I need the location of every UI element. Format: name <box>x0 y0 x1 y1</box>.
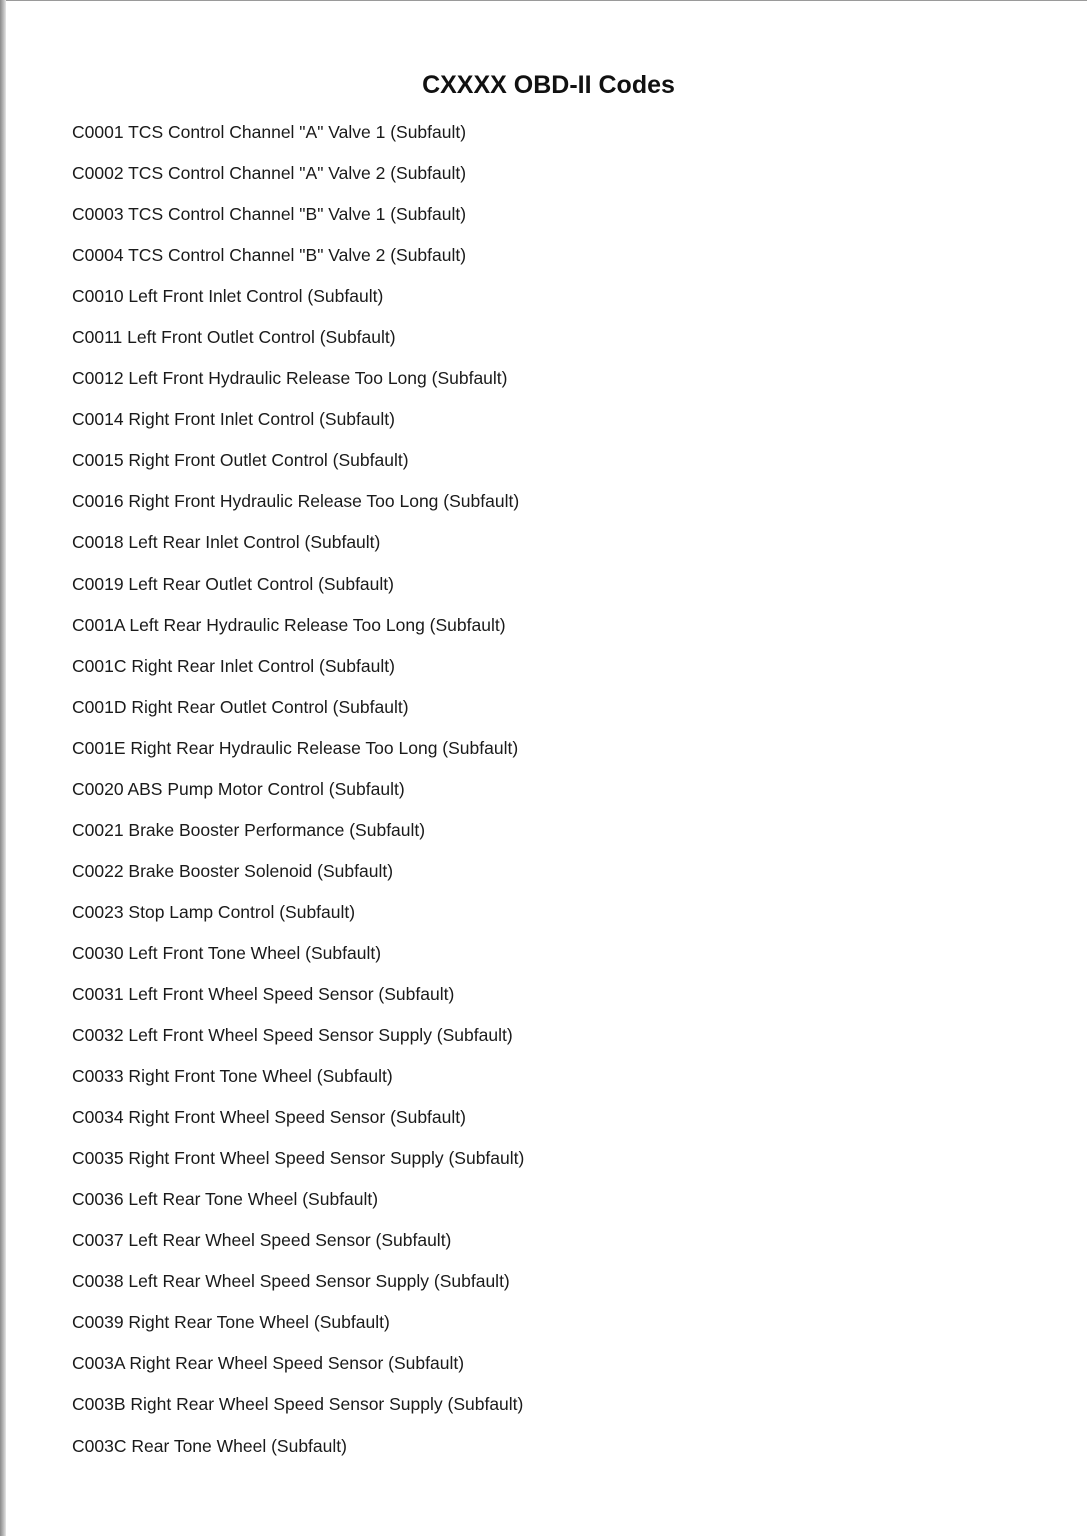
code-item: C0002 TCS Control Channel "A" Valve 2 (Subfault) <box>72 163 467 184</box>
code-item: C0036 Left Rear Tone Wheel (Subfault) <box>72 1189 379 1210</box>
code-item: C0010 Left Front Inlet Control (Subfault) <box>72 286 384 307</box>
code-item: C0003 TCS Control Channel "B" Valve 1 (Subfault) <box>72 204 467 225</box>
code-item: C0033 Right Front Tone Wheel (Subfault) <box>72 1066 393 1087</box>
page-left-edge <box>0 0 6 1536</box>
code-item: C0038 Left Rear Wheel Speed Sensor Supply (Subfault) <box>72 1271 510 1292</box>
code-list <box>72 117 524 1472</box>
code-item: C0039 Right Rear Tone Wheel (Subfault) <box>72 1312 390 1333</box>
code-item: C001C Right Rear Inlet Control (Subfault) <box>72 655 395 676</box>
code-item: C0030 Left Front Tone Wheel (Subfault) <box>72 942 382 963</box>
code-item: C0011 Left Front Outlet Control (Subfault) <box>72 327 396 348</box>
code-item: C0014 Right Front Inlet Control (Subfault) <box>72 409 395 430</box>
code-item: C0022 Brake Booster Solenoid (Subfault) <box>72 860 394 881</box>
code-item: C003B Right Rear Wheel Speed Sensor Supply (Subfault) <box>72 1394 524 1415</box>
page-title: CXXXX OBD-II Codes <box>422 71 675 99</box>
code-item: C0031 Left Front Wheel Speed Sensor (Subfault) <box>72 983 455 1004</box>
code-item: C0023 Stop Lamp Control (Subfault) <box>72 901 356 922</box>
code-item: C0020 ABS Pump Motor Control (Subfault) <box>72 778 405 799</box>
code-item: C003C Rear Tone Wheel (Subfault) <box>72 1435 347 1456</box>
code-item: C0021 Brake Booster Performance (Subfault) <box>72 819 426 840</box>
code-item: C0032 Left Front Wheel Speed Sensor Supply (Subfault) <box>72 1025 513 1046</box>
code-item: C0018 Left Rear Inlet Control (Subfault) <box>72 532 381 553</box>
code-item: C0012 Left Front Hydraulic Release Too Long (Subfault) <box>72 368 508 389</box>
code-item: C003A Right Rear Wheel Speed Sensor (Subfault) <box>72 1353 465 1374</box>
code-item: C0037 Left Rear Wheel Speed Sensor (Subfault) <box>72 1230 452 1251</box>
code-item: C001A Left Rear Hydraulic Release Too Long (Subfault) <box>72 614 506 635</box>
code-item: C0001 TCS Control Channel "A" Valve 1 (Subfault) <box>72 122 467 142</box>
code-item: C001D Right Rear Outlet Control (Subfault) <box>72 696 409 717</box>
code-item: C0034 Right Front Wheel Speed Sensor (Subfault) <box>72 1107 466 1128</box>
code-item: C0016 Right Front Hydraulic Release Too Long (Subfault) <box>72 491 520 512</box>
code-item: C001E Right Rear Hydraulic Release Too Long (Subfault) <box>72 737 519 758</box>
page-top-edge <box>0 0 1087 1</box>
code-item: C0019 Left Rear Outlet Control (Subfault) <box>72 573 394 594</box>
code-item: C0035 Right Front Wheel Speed Sensor Supply (Subfault) <box>72 1148 525 1169</box>
code-item: C0015 Right Front Outlet Control (Subfault) <box>72 450 409 471</box>
code-item: C0004 TCS Control Channel "B" Valve 2 (Subfault) <box>72 245 467 266</box>
